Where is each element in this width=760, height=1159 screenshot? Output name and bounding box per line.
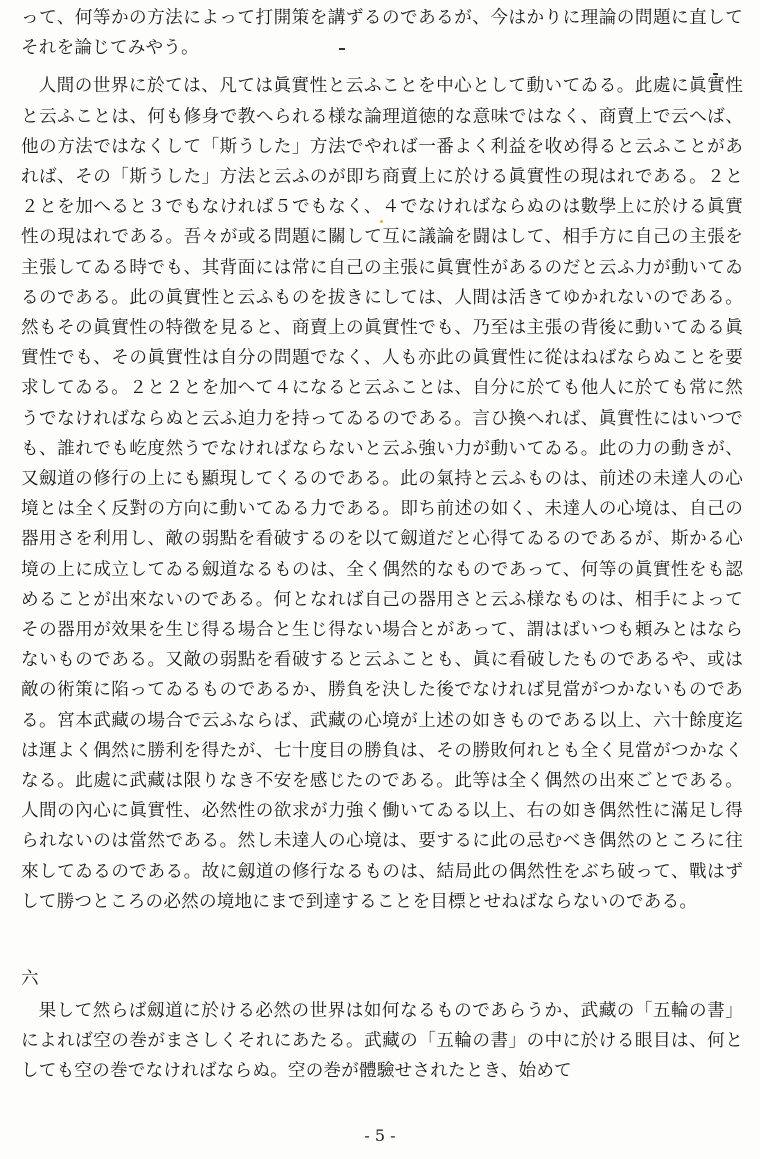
paragraph-truth: 人間の世界に於ては、凡ては眞實性と云ふことを中心として動いてゐる。此處に眞實性と云ふことは、何も修身で教へられる様な論理道徳的な意味ではなく、商賣上で云へば、他の方法ではなくして「斯うした」方法でやれば一番よく利益を收め得ると云ふことがあれば、その「斯うした」方法と云ふのが即ち商賣上に於ける眞實性の現はれである。２と２とを加へると３でもなければ５でもなく、４でなければならぬのは數學上に於ける眞實性の現はれである。吾々が或る問題に關して互に議論を闘はして、相手方に自己の主張を主張してゐる時でも、其背面には常に自己の主張に眞實性があるのだと云ふ力が動いてゐるのである。此の眞實性と云ふものを拔きにしては、人間は活きてゆかれないのである。然もその眞實性の特徴を見ると、商賣上の眞實性でも、乃至は主張の背後に動いてゐる眞實性でも、その眞實性は自分の問題でなく、人も亦此の眞實性に從はねばならぬことを要求してゐる。２と２とを加へて４になると云ふことは、自分に於ても他人に於ても常に然うでなければならぬと云ふ迫力を持ってゐるのである。言ひ換へれば、眞實性にはいつでも、誰れでも屹度然うでなければならないと云ふ強い力が動いてゐる。此の力の動きが、又劔道の修行の上にも顯現してくるのである。此の氣持と云ふものは、前述の未達人の心境とは全く反對の方向に動いてゐる力である。即ち前述の如く、未達人の心境は、自己の器用さを利用し、敵の弱點を看破するのを以て劔道だと心得てゐるのであるが、斯かる心境の上に成立してゐる劔道なるものは、全く偶然的なものであって、何等の眞實性をも認めることが出來ないのである。何となれば自己の器用さと云ふ様なものは、相手によってその器用が效果を生じ得る場合と生じ得ない場合とがあって、謂はばいつも頼みとはならないものである。又敵の弱點を看破すると云ふことも、眞に看破したものであるや、或は敵の術策に陷ってゐるものであるか、勝負を決した後でなければ見當がつかないものである。宮本武藏の場合で云ふならば、武藏の心境が上述の如きものである以上、六十餘度迄は運よく偶然に勝利を得たが、七十度目の勝負は、その勝敗何れとも全く見當がつかなくなる。此處に武藏は限りなき不安を感じたのである。此等は全く偶然の出來ごとである。人間の內心に眞實性、必然性の欲求が力強く働いてゐる以上、右の如き偶然性に滿足し得られないのは當然である。然し未達人の心境は、要するに此の忌むべき偶然のところに往來してゐるのである。故に劔道の修行なるものは、結局此の偶然性をぶち破って、戰はずして勝つところの必然の境地にまで到達することを目標とせねばならないのである。 [21, 76, 743, 912]
body-text-section-six [21, 996, 743, 1087]
scan-mark [339, 48, 345, 50]
section-number-heading: 六 [21, 969, 39, 989]
body-text [21, 3, 743, 917]
scan-mark [380, 220, 383, 223]
paragraph-continuation: って、何等かの方法によって打開策を講ずるのであるが、今はかりに理論の問題に直してそれを論じてみやう。 [21, 8, 743, 59]
page-number: - 5 - [364, 1126, 396, 1145]
paragraph-necessity: 果して然らば劔道に於ける必然の世界は如何なるものであらうか、武藏の「五輪の書」によれば空の巻がまさしくそれにあたる。武藏の「五輪の書」の中に於ける眼目は、何としても空の巻でなければならぬ。空の巻が體驗せされたとき、始めて [21, 1001, 743, 1082]
scan-mark [713, 73, 718, 75]
